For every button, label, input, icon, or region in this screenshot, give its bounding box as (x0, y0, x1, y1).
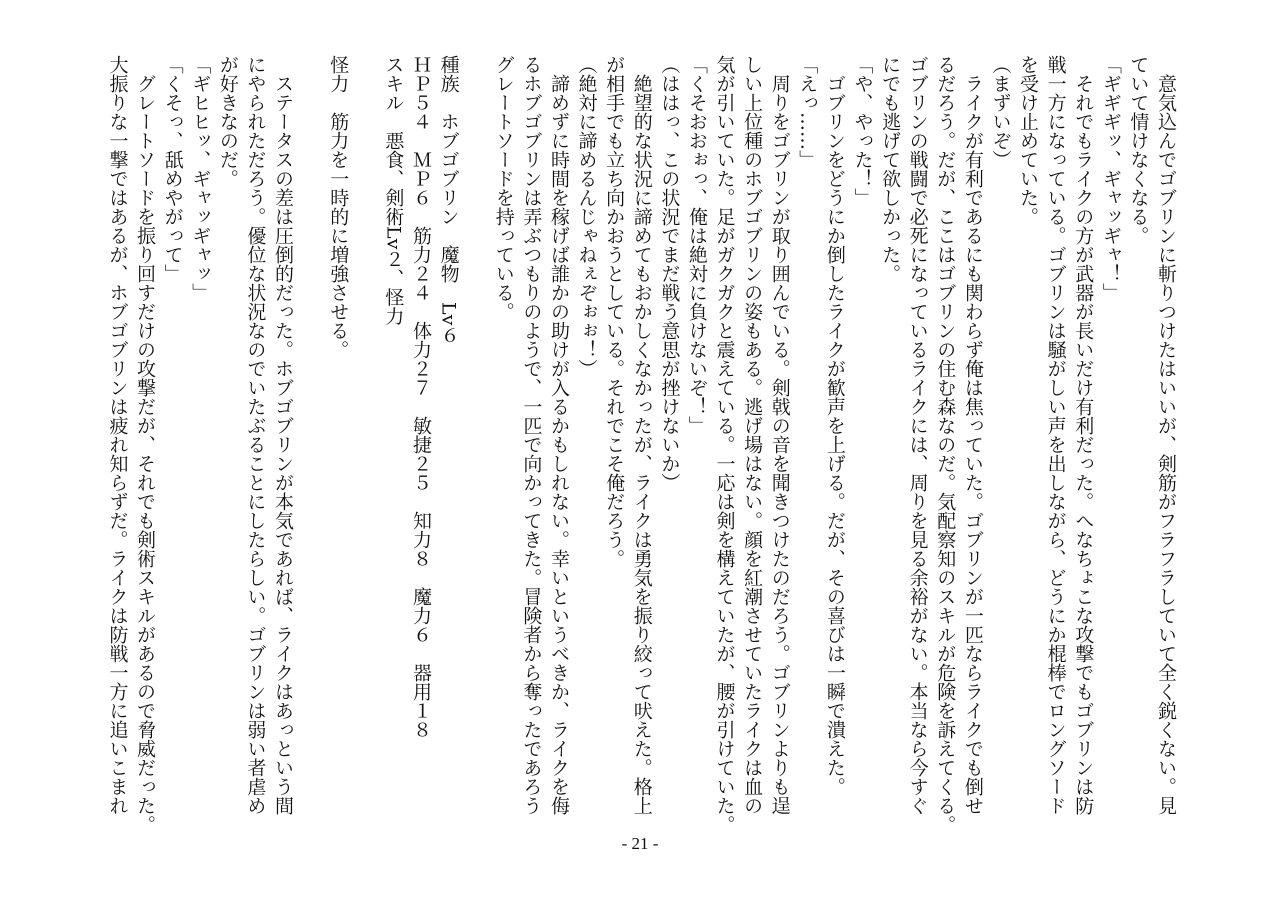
text-line: 「くそっ、舐めやがって」 (161, 55, 184, 283)
blank-line (351, 55, 379, 825)
text-line: 周りをゴブリンが取り囲んでいる。剣戟の音を聞きつけたのだろう。ゴブリンよりも逞 (768, 55, 791, 815)
page-body-text (99, 55, 1179, 834)
text-line: 「えっ……」 (796, 55, 819, 169)
text-line: 絶望的な状況に諦めてもおかしくなかったが、ライクは勇気を振り絞って吠えた。格上 (630, 55, 653, 815)
text-line: 大振りな一撃ではあるが、ホブゴブリンは疲れ知らずだ。ライクは防戦一方に追いこまれ (106, 55, 129, 815)
text-line: 意気込んでゴブリンに斬りつけたはいいが、剣筋がフラフラしていて全く鋭くない。見 (1155, 55, 1177, 815)
text-line: （絶対に諦めるんじゃねぇぞぉぉ！） (575, 55, 598, 378)
text-line: ＨＰ５４ ＭＰ６ 筋力２４ 体力２７ 敏捷２５ 知力８ 魔力６ 器用１８ (409, 55, 432, 739)
text-line: 気が引いていた。足がガクガクと震えている。一応は剣を構えていたが、腰が引けていた。 (713, 55, 736, 834)
text-line: るホブゴブリンは弄ぶつもりのようで、一匹で向かってきた。冒険者から奪ったであろう (520, 55, 543, 815)
text-line: が相手でも立ち向かおうとしている。それでこそ俺だろう。 (603, 55, 626, 568)
blank-line (296, 55, 324, 825)
page-number: - 21 - (621, 834, 659, 853)
text-line: るだろう。だが、ここはゴブリンの住む森なのだ。気配察知のスキルが危険を訴えてくる。 (934, 55, 957, 834)
text-line: スキル 悪食、剣術Lv２、怪力 (382, 55, 405, 326)
text-line: グレートソードを振り回すだけの攻撃だが、それでも剣術スキルがあるので脅威だった。 (134, 55, 157, 834)
text-line: を受け止めていた。 (1017, 55, 1040, 226)
text-line: ゴブリンをどうにか倒したライクが歓声を上げる。だが、その喜びは一瞬で潰えた。 (823, 55, 846, 796)
text-line: が好きなのだ。 (216, 55, 239, 188)
text-line: それでもライクの方が武器が長いだけ有利だった。へなちょこな攻撃でもゴブリンは防 (1072, 55, 1095, 815)
text-line: 「くそおおぉっ、俺は絶対に負けないぞ！」 (685, 55, 708, 435)
text-line: ていて情けなくなる。 (1127, 55, 1150, 245)
text-line: にでも逃げて欲しかった。 (879, 55, 902, 283)
text-line: 諦めずに時間を稼げば誰かの助けが入るかもしれない。幸いというべきか、ライクを侮 (547, 55, 570, 815)
text-line: （まずいぞ） (989, 55, 1012, 169)
text-line: 「や、やった！」 (851, 55, 874, 207)
text-line: （ははっ、この状況でまだ戦う意思が挫けないか） (658, 55, 681, 492)
text-line: ゴブリンの戦闘で必死になっているライクには、周りを見る余裕がない。本当なら今すぐ (906, 55, 929, 815)
text-line: 「ギギギッ、ギャッギャ！」 (1099, 55, 1122, 302)
blank-line (462, 55, 490, 825)
text-line: 怪力 筋力を一時的に増強させる。 (327, 55, 350, 359)
text-line: 種族 ホブゴブリン 魔物 Lv６ (437, 55, 460, 345)
text-line: ステータスの差は圧倒的だった。ホブゴブリンが本気であれば、ライクはあっという間 (272, 55, 294, 815)
text-line: ライクが有利であるにも関わらず俺は焦っていた。ゴブリンが一匹ならライクでも倒せ (961, 55, 984, 815)
text-line: 「ギヒヒッ、ギャッギャッ」 (189, 55, 212, 302)
text-line: しい上位種のホブゴブリンの姿もある。逃げ場はない。顔を紅潮させていたライクは血の (741, 55, 764, 815)
text-line: グレートソードを持っている。 (492, 55, 515, 321)
text-line: にやられただろう。優位な状況なのでいたぶることにしたらしい。ゴブリンは弱い者虐め (244, 55, 267, 815)
text-line: 戦一方になっている。ゴブリンは騒がしい声を出しながら、どうにか棍棒でロングソード (1044, 55, 1067, 815)
